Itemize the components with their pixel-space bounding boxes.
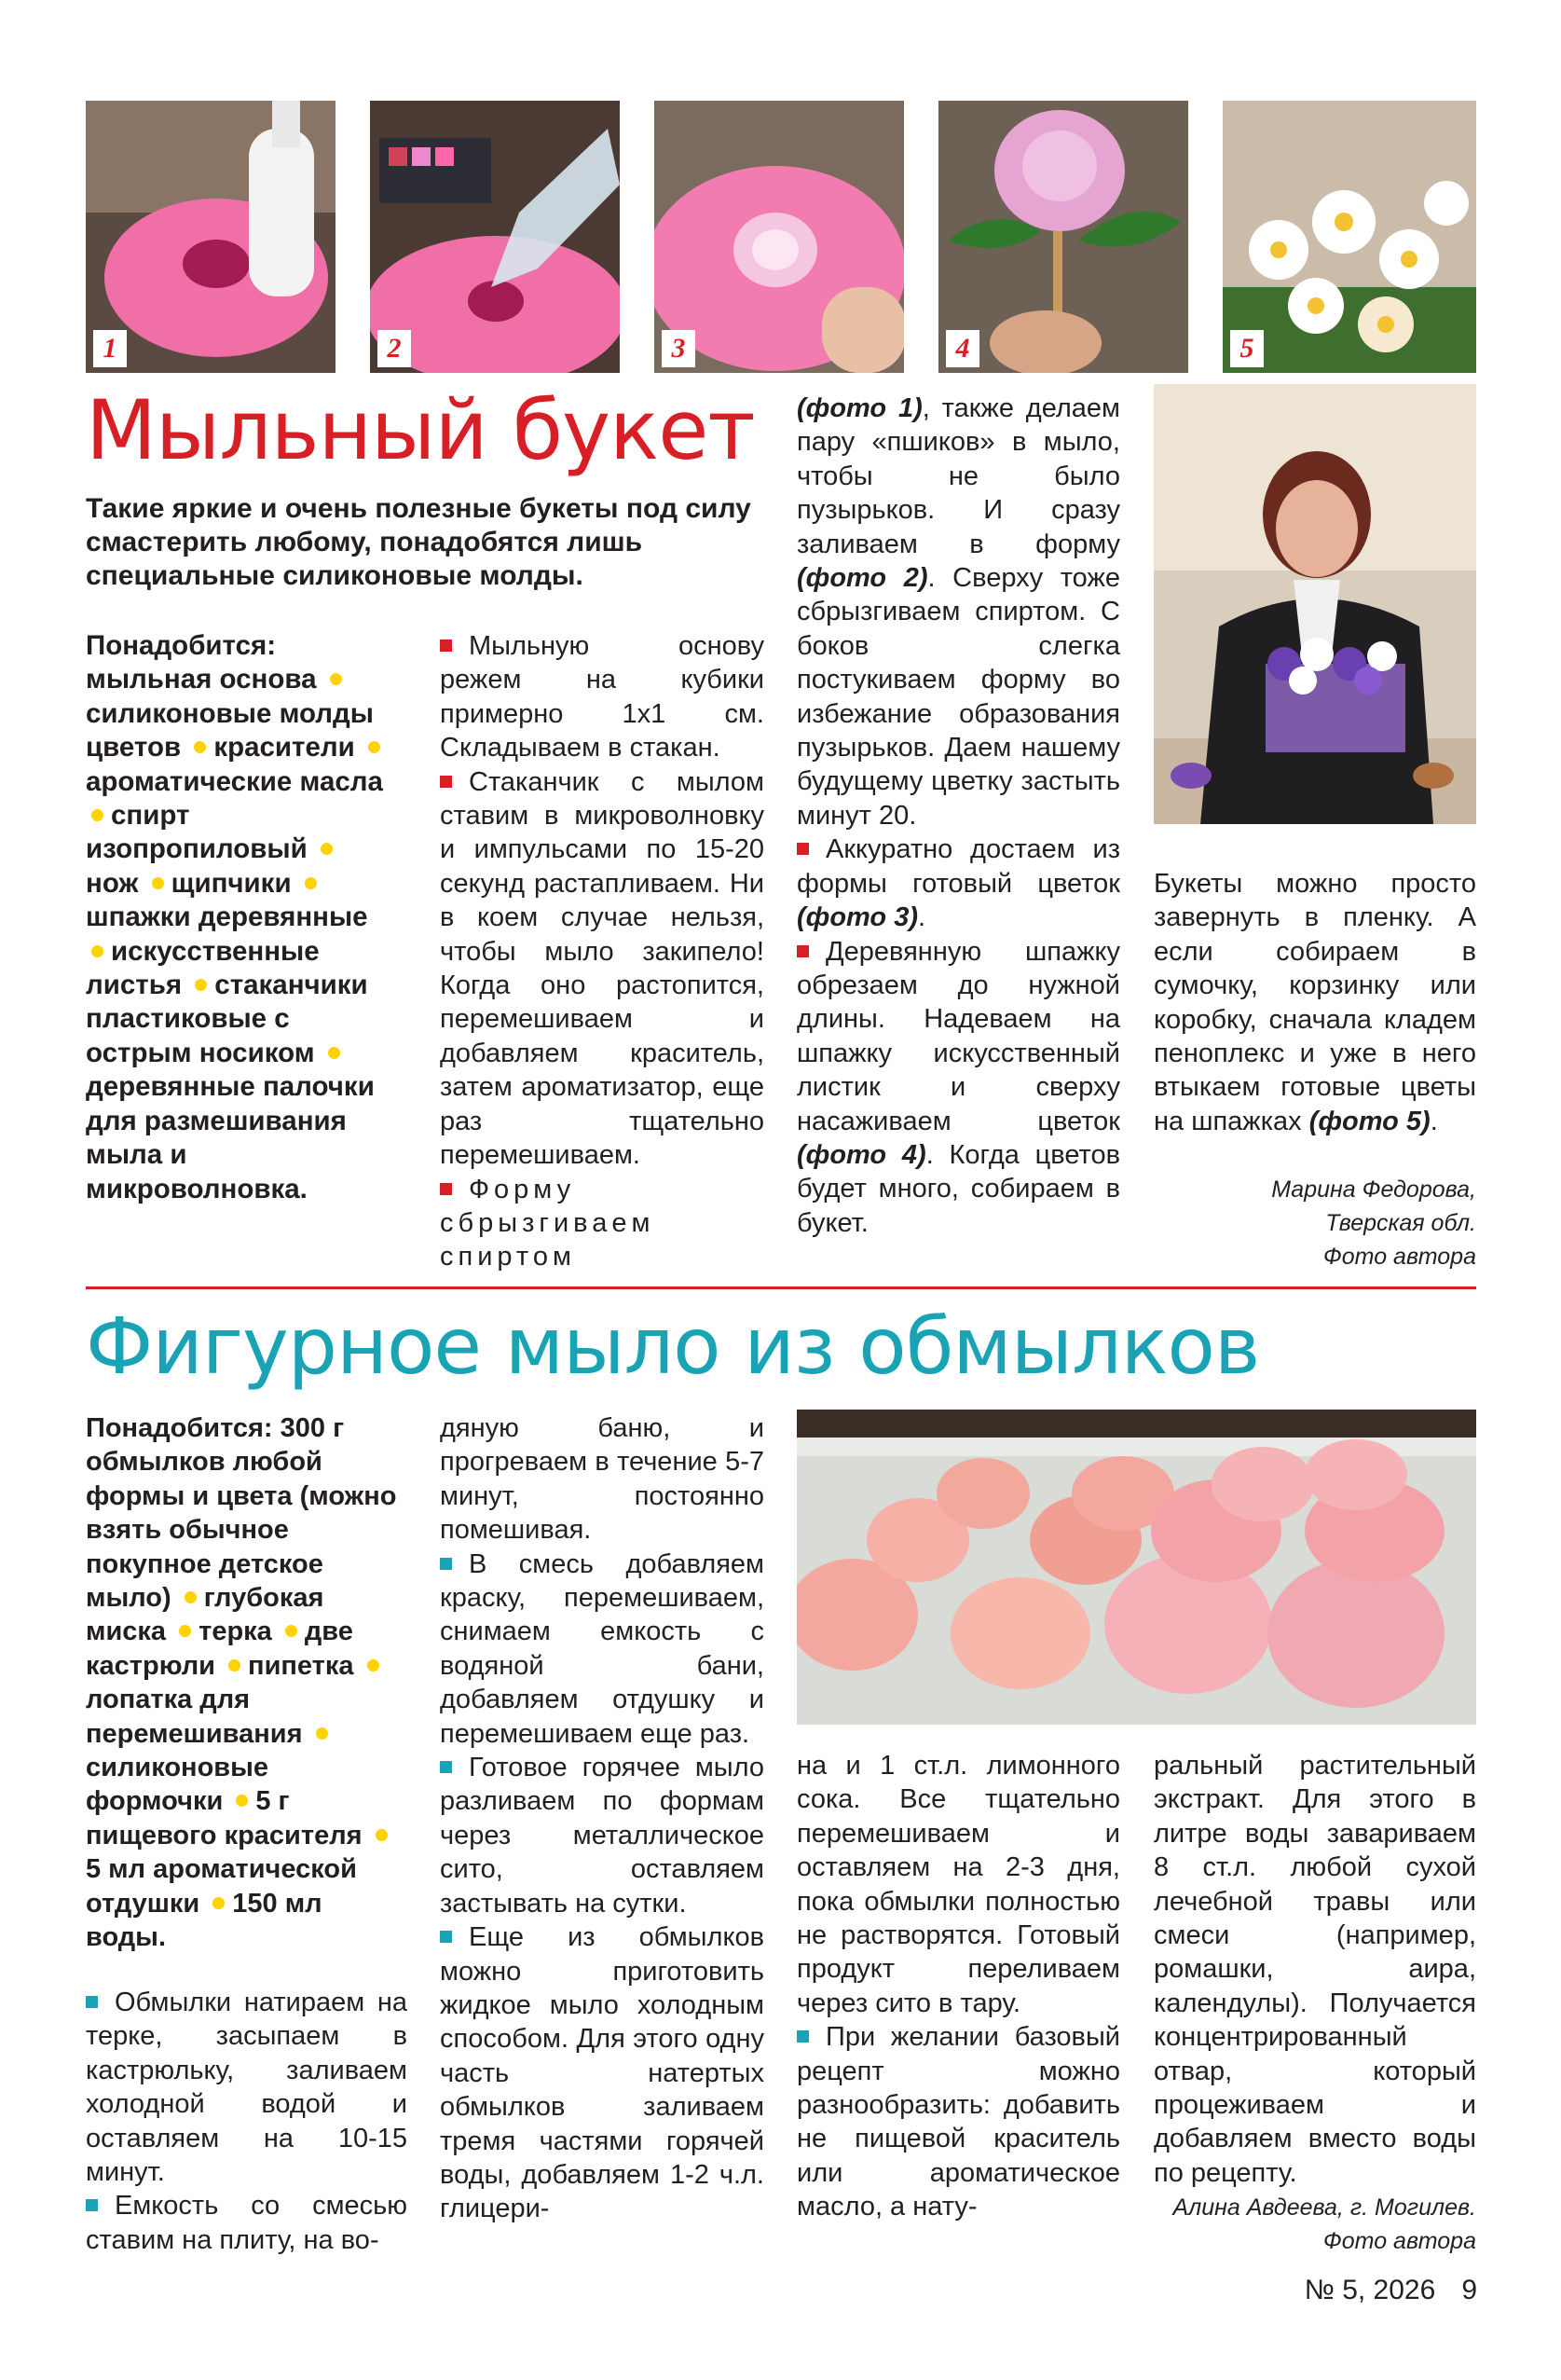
photo-2	[370, 101, 620, 373]
article1-signature	[1154, 1173, 1476, 1273]
photo-4	[938, 101, 1188, 373]
article2-col2: дяную баню, и прогреваем в течение 5-7 минут, постоянно помешивая. В смесь добавляем краску, перемешиваем, снимаем емкость с водяной бани, добавляем отдушку и перемешиваем еще раз. Готовое горячее мыло разливаем по формам через металлическое сито, оставляем застывать на сутки. Еще из обмылков можно приготовить жидкое мыло холодным способом. Для этого одну часть натертых обмылков заливаем тремя частями горячей воды, добавляем 1-2 ч.л. глицери-	[440, 1413, 764, 2224]
author-name: Марина Федорова,	[1271, 1176, 1476, 1203]
photo-number: 1	[93, 330, 127, 367]
article1-needs: Понадобится: мыльная основа силиконовые молды цветов красители ароматические масла спирт изопропиловый нож щипчики шпажки деревянные искусственные листья стаканчики пластиковые с острым носиком деревянные палочки для размешивания мыла и микроволновка.	[86, 630, 383, 1204]
photo-credit: Фото автора	[1322, 2228, 1476, 2254]
article1-col3: (фото 1), также делаем пару «пшиков» в мыло, чтобы не было пузырьков. И сразу заливаем в форму (фото 2). Сверху тоже сбрызгиваем спиртом. С боков слегка постукиваем форму во избежание образования пузырьков. Даем нашему будущему цветку застыть минут 20. Аккуратно достаем из формы готовый цветок (фото 3). Деревянную шпажку обрезаем до нужной длины. Надеваем на шпажку искусственный листик и сверху насаживаем цветок (фото 4). Когда цветов будет много, собираем в букет.	[797, 393, 1120, 1238]
photo-5	[1223, 101, 1476, 373]
article1-col4: Букеты можно просто завернуть в пленку. А если собираем в сумочку, корзинку или коробку, сначала кладем пеноплекс и уже в него втыкаем готовые цветы на шпажках (фото 5).	[1154, 869, 1476, 1136]
article1-lead: Такие яркие и очень полезные букеты под силу смастерить любому, понадобятся лишь специальные силиконовые молды.	[86, 493, 751, 591]
article2-needs: Понадобится: 300 г обмылков любой формы и цвета (можно взять обычное покупное детское мыло) глубокая миска терка две кастрюли пипетка лопатка для перемешивания силиконовые формочки 5 г пищевого красителя 5 мл ароматической отдушки 150 мл воды.	[86, 1413, 397, 1953]
article2-signature	[1154, 2191, 1476, 2258]
photo-1	[86, 101, 335, 373]
author-region: Тверская обл.	[1325, 1210, 1476, 1236]
photo-credit: Фото автора	[1322, 1244, 1476, 1270]
author-photo	[1154, 384, 1476, 824]
article1-col2: Мыльную основу режем на кубики примерно 1х1 см. Складываем в стакан. Стаканчик с мылом ставим в микроволновку и импульсами по 15-20 секунд растапливаем. Ни в коем случае нельзя, чтобы мыло закипело! Когда оно растопится, перемешиваем и добавляем краситель, затем ароматизатор, еще раз тщательно перемешиваем. Форму сбрызгиваем спиртом	[440, 631, 764, 1273]
article2-col4: ральный растительный экстракт. Для этого в литре воды завариваем 8 ст.л. любой сухой лечебной травы или смеси (например, ромашки, аира, календулы). Получается концентрированный отвар, который процеживаем и добавляем вместо воды по рецепту.	[1154, 1751, 1476, 2188]
page-footer	[1279, 2275, 1477, 2306]
article1-title: Мыльный букет	[86, 382, 755, 478]
photo-number: 5	[1230, 330, 1264, 367]
section-divider	[86, 1286, 1476, 1289]
photo-number: 2	[377, 330, 411, 367]
photo-number: 3	[662, 330, 695, 367]
author-name: Алина Авдеева, г. Могилев.	[1172, 2194, 1476, 2221]
photo-number: 4	[946, 330, 979, 367]
soap-photo	[797, 1410, 1476, 1725]
article2-title: Фигурное мыло из обмылков	[86, 1300, 1260, 1392]
needs-label: Понадобится:	[86, 630, 277, 661]
article2-col1: Обмылки натираем на терке, засыпаем в кастрюльку, заливаем холодной водой и оставляем на 10-15 минут. Емкость со смесью ставим на плиту, на во-	[86, 1988, 407, 2255]
photo-3	[654, 101, 904, 373]
issue-number: № 5, 2026	[1304, 2275, 1436, 2305]
article2-col3: на и 1 ст.л. лимонного сока. Все тщательно перемешиваем и оставляем на 2-3 дня, пока обмылки полностью не растворятся. Готовый продукт переливаем через сито в тару. При желании базовый рецепт можно разнообразить: добавить не пищевой краситель или ароматическое масло, а нату-	[797, 1751, 1120, 2222]
page-number: 9	[1461, 2275, 1477, 2305]
